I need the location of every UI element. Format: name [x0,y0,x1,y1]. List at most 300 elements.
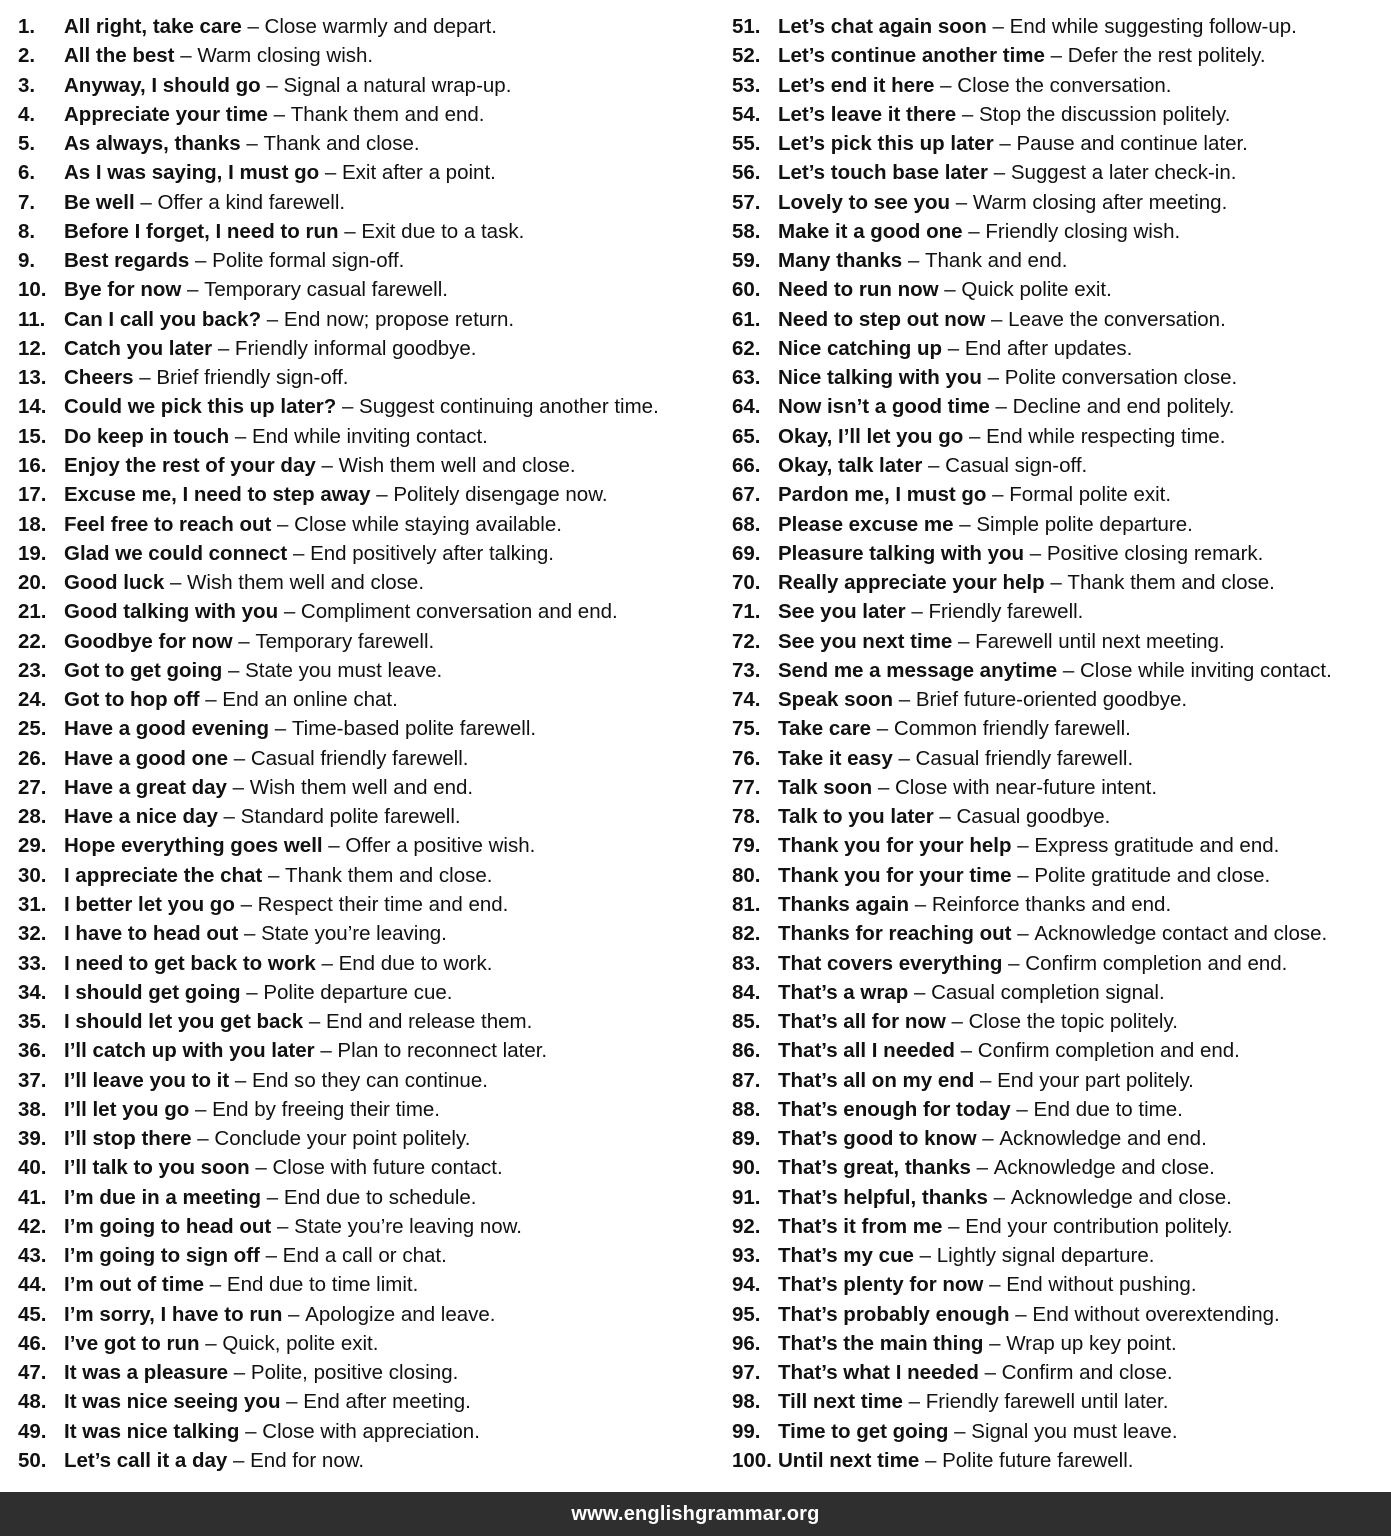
list-item [732,656,1382,685]
list-item [18,1153,718,1182]
item-separator: – [243,922,256,946]
item-number: 25. [18,717,47,741]
item-description: End your contribution politely. [965,1214,1233,1238]
item-phrase: That’s my cue [778,1244,914,1268]
list-item [18,685,718,714]
item-description: End a call or chat. [282,1244,447,1268]
item-phrase: Thanks for reaching out [778,922,1012,946]
item-number: 2. [18,44,36,68]
list-item [732,363,1382,392]
item-phrase: I’m out of time [64,1273,205,1297]
item-number: 82. [732,922,761,946]
item-phrase: Thank you for your time [778,863,1012,887]
item-number: 69. [732,541,761,565]
item-phrase: Let’s touch base later [778,161,988,185]
list-item [732,802,1382,831]
item-separator: – [238,629,250,653]
list-item [18,100,718,129]
item-number: 78. [732,805,761,829]
list-item [18,714,718,743]
item-description: Wish them well and close. [187,571,425,595]
list-item [732,773,1382,802]
list-item [18,217,718,246]
item-number: 63. [732,366,761,390]
list-item [732,1007,1382,1036]
item-phrase: Anyway, I should go [64,73,261,97]
item-separator: – [286,1390,298,1414]
list-item [18,451,718,480]
item-description: Confirm completion and end. [1025,951,1288,975]
item-number: 59. [732,249,761,273]
list-item [18,1095,718,1124]
list-item [732,1300,1382,1329]
item-phrase: That’s the main thing [778,1331,984,1355]
item-number: 62. [732,336,761,360]
item-number: 27. [18,775,47,799]
item-description: Reinforce thanks and end. [931,892,1172,916]
item-description: End now; propose return. [283,307,515,331]
item-phrase: See you later [778,600,906,624]
item-separator: – [1017,863,1029,887]
list-item [732,305,1382,334]
item-number: 55. [732,132,761,156]
item-separator: – [999,132,1011,156]
item-separator: – [913,980,926,1004]
item-number: 88. [732,1097,761,1121]
list-item [732,246,1382,275]
item-phrase: Lovely to see you [778,190,951,214]
item-phrase: Got to get going [64,658,223,682]
item-description: Suggest continuing another time. [359,395,659,419]
item-number: 80. [732,863,761,887]
item-description: Signal a natural wrap-up. [283,73,512,97]
item-number: 53. [732,73,761,97]
item-number: 29. [18,834,47,858]
item-description: Friendly informal goodbye. [234,336,477,360]
item-phrase: See you next time [778,629,953,653]
item-separator: – [324,161,337,185]
item-separator: – [288,1302,300,1326]
item-number: 74. [732,688,761,712]
item-phrase: I need to get back to work [64,951,316,975]
item-description: Close with appreciation. [262,1419,480,1443]
item-separator: – [344,219,356,243]
item-phrase: All the best [64,44,175,68]
item-phrase: Pleasure talking with you [778,541,1025,565]
item-separator: – [989,1273,1001,1297]
item-separator: – [245,1419,257,1443]
item-description: Polite conversation close. [1004,366,1238,390]
item-separator: – [940,73,952,97]
item-number: 40. [18,1156,47,1180]
item-separator: – [877,775,890,799]
item-phrase: Nice catching up [778,336,943,360]
list-item [18,744,718,773]
item-phrase: Enjoy the rest of your day [64,453,316,477]
item-description: Decline and end politely. [1012,395,1235,419]
item-separator: – [217,336,230,360]
list-item [18,978,718,1007]
item-description: Casual sign-off. [945,453,1088,477]
item-number: 100. [732,1449,772,1473]
list-item [732,510,1382,539]
item-phrase: Many thanks [778,249,903,273]
list-item [18,422,718,451]
list-item [732,41,1382,70]
item-phrase: As I was saying, I must go [64,161,320,185]
item-description: Leave the conversation. [1008,307,1226,331]
list-item [18,275,718,304]
item-number: 70. [732,571,761,595]
item-description: Acknowledge and close. [1010,1185,1232,1209]
item-description: Confirm completion and end. [977,1039,1240,1063]
list-item [732,744,1382,773]
item-number: 61. [732,307,761,331]
item-number: 49. [18,1419,47,1443]
item-description: Casual goodbye. [956,805,1111,829]
item-number: 81. [732,892,761,916]
list-item [18,1212,718,1241]
item-separator: – [944,278,956,302]
item-phrase: That’s all on my end [778,1068,975,1092]
item-description: Friendly closing wish. [985,219,1181,243]
item-number: 54. [732,102,761,126]
list-item [732,1446,1382,1475]
item-description: End while inviting contact. [251,424,488,448]
item-description: End due to schedule. [283,1185,477,1209]
item-number: 14. [18,395,47,419]
item-description: End positively after talking. [310,541,554,565]
item-description: Thank and close. [263,132,420,156]
list-item [732,334,1382,363]
list-item [18,802,718,831]
item-description: Friendly farewell. [928,600,1084,624]
item-number: 65. [732,424,761,448]
item-description: End without pushing. [1006,1273,1197,1297]
item-phrase: That’s a wrap [778,980,909,1004]
list-item [732,1036,1382,1065]
item-phrase: Now isn’t a good time [778,395,990,419]
list-item [732,685,1382,714]
item-separator: – [197,1127,209,1151]
item-separator: – [993,161,1006,185]
item-description: Casual friendly farewell. [250,746,469,770]
list-item [732,451,1382,480]
item-description: State you must leave. [245,658,443,682]
item-phrase: Thanks again [778,892,910,916]
list-item [732,217,1382,246]
item-description: Acknowledge contact and close. [1034,922,1328,946]
list-item [18,1124,718,1153]
item-phrase: Have a good one [64,746,229,770]
item-description: Conclude your point politely. [214,1127,471,1151]
list-item [18,831,718,860]
item-description: Pause and continue later. [1016,132,1248,156]
item-number: 4. [18,102,36,126]
item-separator: – [1015,1302,1027,1326]
item-number: 95. [732,1302,761,1326]
list-item [18,188,718,217]
list-item [18,1270,718,1299]
item-number: 99. [732,1419,761,1443]
item-separator: – [1062,658,1075,682]
list-item [18,158,718,187]
item-separator: – [1008,951,1020,975]
item-phrase: Got to hop off [64,688,200,712]
item-phrase: That’s what I needed [778,1361,979,1385]
item-separator: – [968,219,980,243]
list-item [18,597,718,626]
item-phrase: That’s all for now [778,1010,946,1034]
item-number: 92. [732,1214,761,1238]
item-number: 87. [732,1068,761,1092]
list-column-right [732,12,1382,1475]
item-description: Polite departure cue. [263,980,453,1004]
item-separator: – [948,1214,960,1238]
item-phrase: That’s great, thanks [778,1156,971,1180]
item-phrase: Cheers [64,366,134,390]
item-description: Quick, polite exit. [222,1331,379,1355]
item-description: End after updates. [964,336,1133,360]
item-separator: – [914,892,927,916]
list-item [18,129,718,158]
item-number: 52. [732,44,761,68]
item-separator: – [976,1156,989,1180]
item-separator: – [321,453,333,477]
item-description: Warm closing wish. [197,44,374,68]
item-phrase: Goodbye for now [64,629,233,653]
item-phrase: Make it a good one [778,219,963,243]
item-description: Polite formal sign-off. [212,249,405,273]
item-number: 93. [732,1244,761,1268]
list-item [18,12,718,41]
item-phrase: Take care [778,717,872,741]
item-separator: – [266,1185,279,1209]
item-separator: – [1016,1097,1028,1121]
list-item [732,158,1382,187]
item-phrase: That’s plenty for now [778,1273,984,1297]
item-number: 42. [18,1214,47,1238]
item-separator: – [169,571,182,595]
item-separator: – [911,600,923,624]
item-separator: – [960,1039,973,1063]
list-item [18,1358,718,1387]
item-description: Close warmly and depart. [264,15,497,38]
item-number: 41. [18,1185,47,1209]
item-number: 26. [18,746,47,770]
item-number: 21. [18,600,47,624]
item-phrase: Okay, I’ll let you go [778,424,964,448]
item-description: Acknowledge and end. [999,1127,1207,1151]
item-phrase: I’ll let you go [64,1097,190,1121]
list-item [18,1066,718,1095]
item-number: 19. [18,541,47,565]
list-item [732,1329,1382,1358]
item-description: Casual friendly farewell. [915,746,1134,770]
list-item [732,392,1382,421]
item-number: 16. [18,453,47,477]
item-number: 31. [18,892,47,916]
item-separator: – [320,1039,332,1063]
item-separator: – [995,395,1007,419]
item-phrase: I should get going [64,980,241,1004]
item-separator: – [233,1449,245,1473]
item-number: 48. [18,1390,47,1414]
item-phrase: Do keep in touch [64,424,230,448]
item-phrase: All right, take care [64,15,242,38]
item-phrase: Feel free to reach out [64,512,272,536]
item-separator: – [908,1390,921,1414]
item-separator: – [195,249,207,273]
item-separator: – [328,834,340,858]
item-phrase: Best regards [64,249,190,273]
list-item [732,949,1382,978]
item-number: 18. [18,512,47,536]
item-description: Casual completion signal. [931,980,1165,1004]
item-number: 10. [18,278,47,302]
item-number: 89. [732,1127,761,1151]
item-phrase: Until next time [778,1449,920,1473]
item-number: 5. [18,132,36,156]
item-description: Express gratitude and end. [1034,834,1280,858]
item-phrase: Till next time [778,1390,903,1414]
item-description: Politely disengage now. [393,483,608,507]
list-item [732,100,1382,129]
list-item [732,1358,1382,1387]
item-number: 43. [18,1244,47,1268]
list-item [732,597,1382,626]
item-phrase: Good talking with you [64,600,279,624]
item-description: End due to time. [1033,1097,1183,1121]
item-separator: – [273,102,286,126]
item-separator: – [308,1010,321,1034]
item-separator: – [205,1331,217,1355]
item-description: Exit due to a task. [361,219,525,243]
item-number: 33. [18,951,47,975]
footer-website-text: www.englishgrammar.org [571,1503,820,1525]
item-separator: – [233,746,246,770]
item-separator: – [989,1331,1001,1355]
item-description: End an online chat. [222,688,398,712]
list-item [18,1036,718,1065]
item-number: 1. [18,15,36,38]
list-item [732,1183,1382,1212]
item-description: Lightly signal departure. [936,1244,1155,1268]
item-description: Signal you must leave. [971,1419,1178,1443]
item-number: 86. [732,1039,761,1063]
item-number: 73. [732,658,761,682]
item-phrase: I’m due in a meeting [64,1185,262,1209]
item-phrase: I’m going to sign off [64,1244,260,1268]
item-separator: – [980,1068,992,1092]
item-phrase: I should let you get back [64,1010,304,1034]
item-number: 28. [18,805,47,829]
list-item [18,510,718,539]
list-item [732,539,1382,568]
item-description: Plan to reconnect later. [337,1039,548,1063]
item-description: Defer the rest politely. [1067,44,1266,68]
list-item [732,1095,1382,1124]
item-separator: – [1050,44,1063,68]
item-phrase: Before I forget, I need to run [64,219,339,243]
item-number: 37. [18,1068,47,1092]
list-item [18,1183,718,1212]
item-phrase: Can I call you back? [64,307,262,331]
item-number: 17. [18,483,47,507]
item-number: 51. [732,15,761,38]
list-item [732,12,1382,41]
list-item [732,919,1382,948]
item-number: 34. [18,980,47,1004]
list-item [732,129,1382,158]
item-phrase: Appreciate your time [64,102,268,126]
item-description: Thank them and close. [1067,571,1275,595]
item-separator: – [292,541,305,565]
list-item [18,919,718,948]
item-description: Apologize and leave. [305,1302,496,1326]
item-separator: – [993,1185,1006,1209]
item-number: 45. [18,1302,47,1326]
item-number: 71. [732,600,761,624]
item-number: 64. [732,395,761,419]
item-number: 72. [732,629,761,653]
item-separator: – [140,190,152,214]
item-separator: – [266,307,279,331]
item-separator: – [267,863,280,887]
item-phrase: I’ll catch up with you later [64,1039,315,1063]
list-item [18,1329,718,1358]
item-separator: – [1017,922,1029,946]
item-description: Wish them well and end. [249,775,474,799]
item-separator: – [234,424,247,448]
item-number: 32. [18,922,47,946]
list-item [732,71,1382,100]
item-number: 35. [18,1010,47,1034]
item-description: Simple polite departure. [976,512,1193,536]
item-separator: – [958,629,970,653]
item-separator: – [928,453,940,477]
item-separator: – [990,307,1003,331]
item-description: Polite future farewell. [942,1449,1134,1473]
item-separator: – [955,190,968,214]
item-description: Wrap up key point. [1006,1331,1177,1355]
item-number: 50. [18,1449,47,1473]
item-description: Brief future-oriented goodbye. [915,688,1188,712]
item-separator: – [180,44,192,68]
item-phrase: Okay, talk later [778,453,923,477]
list-item [732,480,1382,509]
item-phrase: That’s it from me [778,1214,943,1238]
list-item [732,188,1382,217]
list-item [18,949,718,978]
list-item [732,890,1382,919]
item-separator: – [982,1127,994,1151]
item-number: 39. [18,1127,47,1151]
item-number: 97. [732,1361,761,1385]
item-phrase: Time to get going [778,1419,949,1443]
item-number: 46. [18,1331,47,1355]
item-separator: – [907,249,920,273]
item-description: Standard polite farewell. [240,805,461,829]
list-item [732,831,1382,860]
item-phrase: Need to step out now [778,307,986,331]
item-number: 68. [732,512,761,536]
item-phrase: Hope everything goes well [64,834,323,858]
item-phrase: Let’s call it a day [64,1449,228,1473]
item-separator: – [246,132,258,156]
item-description: Offer a kind farewell. [157,190,346,214]
item-separator: – [247,15,259,38]
